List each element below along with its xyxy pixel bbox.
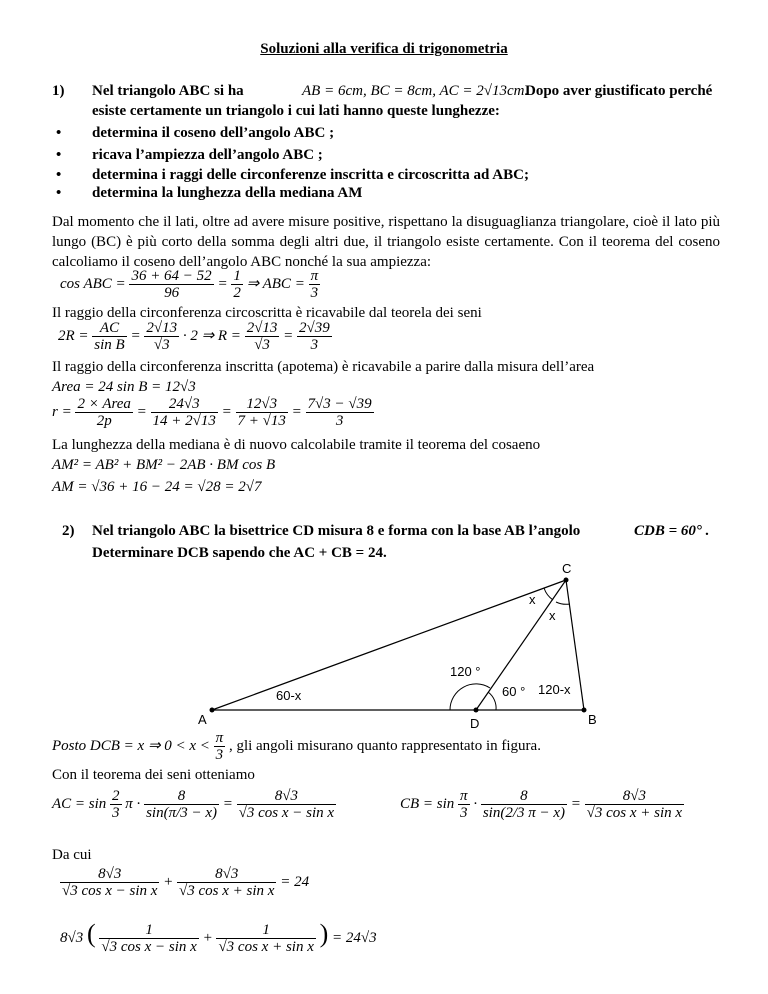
problem2-number: 2) [62, 523, 75, 539]
cos-den: 96 [164, 285, 180, 302]
cb-den2: √3 cos x + sin x [586, 805, 683, 822]
dacui-text: Da cui [52, 847, 92, 863]
problem1-bullet-1: determina il coseno dell’angolo ABC ; [92, 125, 335, 141]
problem1-given: AB = 6cm, BC = 8cm, AC = 2√13cm. [302, 83, 529, 99]
sum-d2: √3 cos x + sin x [179, 883, 275, 900]
vertex-c [564, 578, 569, 583]
ac-lhs: AC = sin [52, 796, 107, 812]
sum-n1: 8√3 [60, 866, 159, 883]
vertex-a [210, 708, 215, 713]
problem1-bullet-4: determina la lunghezza della mediana AM [92, 185, 363, 201]
cos-half-den: 2 [233, 285, 241, 302]
cb-den: sin(2/3 π − x) [482, 805, 566, 822]
r-den4: 3 [335, 413, 344, 430]
last-n1: 1 [99, 922, 198, 939]
page-title: Soluzioni alla verifica di trigonometria [260, 41, 508, 57]
r2-den4: 3 [310, 337, 319, 354]
label-120x: 120-x [538, 682, 571, 697]
bullet-dot: • [56, 167, 62, 183]
ac-formula: AC = sin $\frac{2}{3}$ π · $\frac{8}{\sin(\pi/3 - x)}$ = $\frac{8√3}{\text{√3 cos x − sin x}}$ [52, 788, 335, 822]
paren-close: ) [319, 919, 329, 948]
r2-den2: √3 [153, 337, 170, 354]
last-equation: 8√3 ( $\frac{1}{\text{√3 cos x − sin x}}$ + $\frac{1}{\text{√3 cos x + sin x}}$ ) = 24√3 [60, 919, 377, 956]
cb-frac-den: 3 [460, 805, 468, 822]
last-n2: 1 [216, 922, 315, 939]
r2-num3: 2√13 [246, 320, 278, 337]
problem1-statement-c: esiste certamente un triangolo i cui lati hanno queste lunghezze: [92, 103, 500, 119]
cos-lhs: cos ABC = [60, 276, 126, 292]
cb-num2: 8√3 [585, 788, 684, 805]
r-num4: 7√3 − √39 [307, 396, 372, 413]
angle-arc-120 [450, 684, 490, 710]
posto-tail: , gli angoli misurano quanto rappresentato in figura. [228, 738, 541, 754]
problem1-statement-a: Nel triangolo ABC si ha [92, 83, 244, 99]
ac-frac-den: 3 [112, 805, 120, 822]
angle-arc-c1 [544, 588, 553, 600]
median-eq1: AM² = AB² + BM² − 2AB · BM cos B [52, 457, 276, 473]
problem2-angle-given: CDB = 60° . [634, 523, 710, 539]
r2-num1: AC [92, 320, 126, 337]
posto-line [52, 730, 541, 763]
cos-result: ⇒ ABC = [246, 276, 305, 292]
posto-pi-num: π [215, 730, 224, 747]
cb-num: 8 [481, 788, 567, 805]
r-den3: 7 + √13 [237, 413, 286, 430]
ac-den: sin(π/3 − x) [146, 805, 218, 822]
label-x2: x [549, 608, 556, 623]
sum-n2: 8√3 [177, 866, 276, 883]
cb-lhs: CB = sin [400, 796, 455, 812]
cb-frac-num: π [460, 788, 468, 805]
problem1-bullet-2: ricava l’ampiezza dell’angolo ABC ; [92, 147, 323, 163]
problem1-statement-b: Dopo aver giustificato perché [525, 83, 713, 99]
label-120: 120 ° [450, 664, 481, 679]
r-num3: 12√3 [236, 396, 288, 413]
sum-equation [60, 864, 309, 900]
problem2-statement-b: Determinare DCB sapendo che AC + CB = 24. [92, 545, 387, 561]
ac-num2: 8√3 [237, 788, 336, 805]
posto-pi-den: 3 [215, 747, 224, 764]
r-den1: 2p [96, 413, 112, 430]
label-a: A [198, 712, 207, 727]
incircle-text: Il raggio della circonferenza inscritta (apotema) è ricavabile a parire dalla misura dell’area [52, 359, 595, 375]
r-den2: 14 + 2√13 [152, 413, 216, 430]
cb-dot: · [473, 796, 478, 812]
problem1-bullet-3: determina i raggi delle circonferenze inscritta e circoscritta ad ABC; [92, 167, 529, 183]
angle-arc-c2 [556, 602, 570, 604]
label-b: B [588, 712, 597, 727]
sum-plus: + [163, 874, 174, 890]
last-d2: √3 cos x + sin x [218, 939, 314, 956]
cos-half-num: 1 [233, 268, 241, 285]
circumradius-formula: 2R = $\frac{AC}{\text{sin B}}$ = $\frac{2√13}{√3}$ · 2 ⇒ R = $\frac{2√13}{√3}$ = $\frac{2√39}{3}$ [58, 320, 330, 354]
pi-den: 3 [310, 285, 319, 302]
bullet-dot: • [56, 185, 62, 201]
problem2-statement-a: Nel triangolo ABC la bisettrice CD misura 8 e forma con la base AB l’angolo [92, 523, 581, 539]
r2-mid: · 2 ⇒ R = [182, 328, 241, 344]
r-num1: 2 × Area [77, 396, 131, 413]
r2-den3: √3 [254, 337, 270, 354]
r2-lhs: 2R = [58, 328, 89, 344]
last-lhs: 8√3 [60, 930, 84, 946]
vertex-b [582, 708, 587, 713]
bullet-dot: • [56, 125, 62, 141]
label-60x: 60-x [276, 688, 302, 703]
ac-pi: π · [125, 796, 141, 812]
sum-rhs: = 24 [280, 874, 310, 890]
ac-frac-num: 2 [112, 788, 120, 805]
cos-formula [60, 268, 320, 301]
label-60: 60 ° [502, 684, 526, 699]
area-line: Area = 24 sin B = 12√3 [52, 379, 196, 395]
label-c: C [562, 561, 572, 576]
cos-num: 36 + 64 − 52 [131, 268, 212, 285]
ac-num: 8 [144, 788, 219, 805]
sum-d1: √3 cos x − sin x [62, 883, 158, 900]
inradius-formula: r = $\frac{\text{2 × Area}}{2p}$ = $\frac{24√3}{14 + 2√13}$ = $\frac{12√3}{7 + √13}$ = $\frac{7√3 - √39}{3}$ [52, 396, 372, 430]
label-d: D [470, 716, 480, 731]
pi-num: π [310, 268, 319, 285]
seni-text: Con il teorema dei seni otteniamo [52, 767, 255, 783]
problem1-number: 1) [52, 83, 65, 99]
posto-text: Posto DCB = x ⇒ 0 < x < [52, 738, 210, 754]
median-text: La lunghezza della mediana è di nuovo calcolabile tramite il teorema del cosaeno [52, 437, 541, 453]
r-num2: 24√3 [151, 396, 218, 413]
r2-num4: 2√39 [299, 320, 330, 337]
circumcircle-text: Il raggio della circonferenza circoscritta è ricavabile dal teorela dei seni [52, 305, 482, 321]
paren-open: ( [86, 919, 96, 948]
cb-formula: CB = sin $\frac{\pi}{3}$ · $\frac{8}{\sin(2/3 \pi - x)}$ = $\frac{8√3}{\text{√3 cos x + sin x}}$ [400, 788, 683, 822]
r2-den1: sin B [94, 337, 125, 354]
last-rhs: = 24√3 [332, 930, 377, 946]
label-x1: x [529, 592, 536, 607]
median-eq2: AM = √36 + 16 − 24 = √28 = 2√7 [52, 479, 262, 495]
ac-den2: √3 cos x − sin x [238, 805, 335, 822]
r-lhs: r = [52, 404, 72, 420]
r2-num2: 2√13 [146, 320, 178, 337]
problem1-solution-paragraph: Dal momento che il lati, oltre ad avere misure positive, rispettano la disuguaglianza triangolare, cioè il lato più lungo (BC) è più corto della somma degli altri due, il triangolo esiste certamente. Con il teorema del coseno calcoliamo il coseno dell’angolo ABC nonché la sua ampiezza: [52, 214, 720, 270]
triangle-figure [0, 560, 768, 740]
last-d1: √3 cos x − sin x [101, 939, 197, 956]
angle-arc-60 [488, 692, 496, 710]
bullet-dot: • [56, 147, 62, 163]
vertex-d [474, 708, 479, 713]
cos-eq: = [217, 276, 228, 292]
